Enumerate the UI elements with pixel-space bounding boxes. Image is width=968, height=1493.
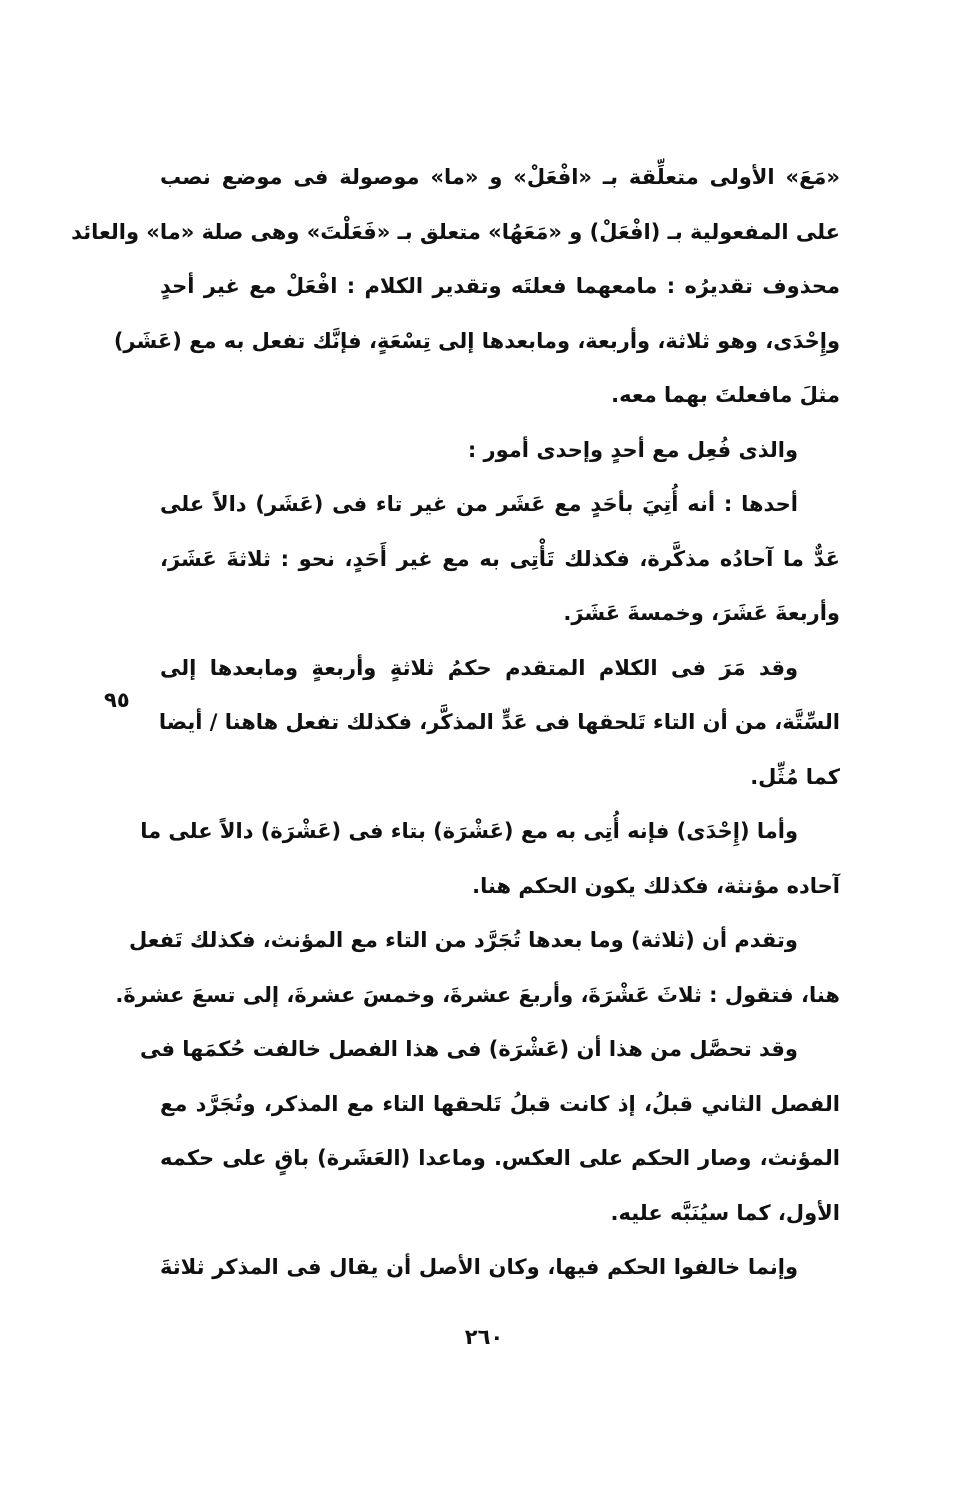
text-line: محذوف تقديرُه : مامعهما فعلتَه وتقدير الكلام : افْعَلْ مع غير أحدٍ (160, 274, 840, 298)
text-line: وإِحْدَى، وهو ثلاثة، وأربعة، ومابعدها إلى تِسْعَةٍ، فإنَّك تفعل به مع (عَشَر) (113, 328, 840, 353)
text-line: آحاده مؤنثة، فكذلك يكون الحكم هنا. (472, 873, 840, 898)
text-line: السِّتَّة، من أن التاء تَلحقها فى عَدٍّ المذكَّر، فكذلك تفعل هاهنا / أيضا (158, 710, 840, 734)
text-line: أحدها : أنه أُتِيَ بأحَدٍ مع عَشَر من غير تاء فى (عَشَر) دالاً على (160, 492, 798, 516)
text-line: وقد تحصَّل من هذا أن (عَشْرَة) فى هذا الفصل خالفت حُكمَها فى (139, 1037, 798, 1061)
text-line: وقد مَرَ فى الكلام المتقدم حكمُ ثلاثةٍ وأربعةٍ ومابعدها إلى (160, 655, 798, 680)
page-number: ٢٦٠ (464, 1325, 504, 1349)
text-line: على المفعولية بـ (افْعَلْ) و «مَعَهُا» متعلق بـ «فَعَلْتَ» وهى صلة «ما» والعائد (71, 219, 840, 244)
margin-reference-number: ٩٥ (104, 688, 130, 712)
text-line: هنا، فتقول : ثلاثَ عَشْرَةَ، وأربعَ عشرةَ، وخمسَ عشرةَ، إلى تسعَ عشرةَ. (115, 982, 840, 1007)
text-line: كما مُثِّل. (750, 764, 840, 789)
text-line: وأربعةَ عَشَرَ، وخمسةَ عَشَرَ. (563, 601, 840, 625)
text-line: وتقدم أن (ثلاثة) وما بعدها تُجَرَّد من التاء مع المؤنث، فكذلك تَفعل (129, 928, 798, 952)
text-line: الفصل الثاني قبلُ، إذ كانت قبلُ تَلحقها التاء مع المذكر، وتُجَرَّد مع (160, 1091, 840, 1116)
text-line: «مَعَ» الأولى متعلِّقة بـ «افْعَلْ» و «ما» موصولة فى موضع نصب (160, 165, 840, 189)
text-line: مثلَ مافعلتَ بهما معه. (611, 383, 840, 407)
text-line: عَدٌّ ما آحادُه مذكَّرة، فكذلك تَأْتِى به مع غير أَحَدٍ، نحو : ثلاثةَ عَشَرَ، (160, 546, 840, 571)
text-line: والذى فُعِل مع أحدٍ وإحدى أمور : (467, 437, 798, 462)
text-line: المؤنث، وصار الحكم على العكس. وماعدا (العَشَرة) باقٍ على حكمه (160, 1146, 840, 1170)
text-line: وإنما خالفوا الحكم فيها، وكان الأصل أن يقال فى المذكر ثلاثةَ (160, 1255, 798, 1279)
text-line: وأما (إِحْدَى) فإنه أُتِى به مع (عَشْرَة) بتاء فى (عَشْرَة) دالاً على ما (140, 819, 798, 843)
text-line: الأول، كما سيُنَبَّه عليه. (610, 1200, 840, 1225)
